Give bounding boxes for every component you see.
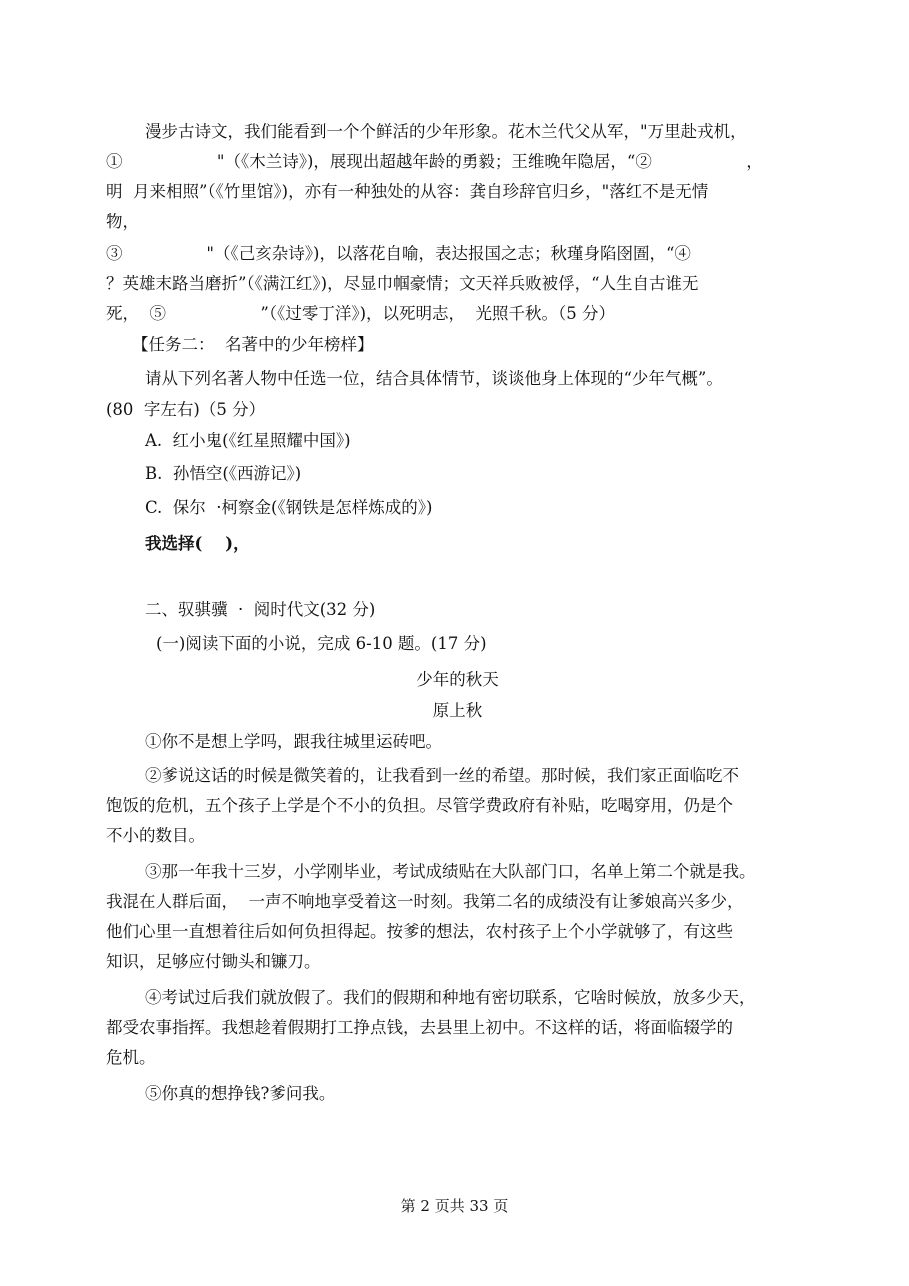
story-author: 原上秋 [432,701,483,720]
paragraph-line: 他们心里一直想着往后如何负担得起。按爹的想法，农村孩子上个小学就够了，有这些 [106,922,733,941]
option-b: B. 孙悟空(《西游记》) [145,464,302,483]
paragraph-line: 都受农事指挥。我想趁着假期打工挣点钱，去县里上初中。不这样的话，将面临辍学的 [106,1018,733,1037]
text-line: ？英雄末路当磨折”（《满江红》)，尽显巾帼豪情；文天祥兵败被俘，“人生自古谁无 [106,274,699,293]
section-heading: 二、驭骐骥 · 阅时代文(32 分) [145,600,376,619]
paragraph-line: ③那一年我十三岁，小学刚毕业，考试成绩贴在大队部门口，名单上第二个就是我。 [145,862,756,881]
paragraph-line: ①你不是想上学吗，跟我往城里运砖吧。 [145,732,442,751]
page-number: 第 2 页共 33 页 [400,1197,509,1215]
text-line: 物， [106,212,139,231]
text-line: ① "（《木兰诗》)，展现出超越年龄的勇毅；王维晚年隐居，“② ， [106,152,763,171]
section-subheading: (一)阅读下面的小说，完成 6-10 题。(17 分) [156,634,487,653]
task-prompt: 请从下列名著人物中任选一位，结合具体情节，谈谈他身上体现的“少年气概”。 [145,369,723,388]
paragraph-line: ②爹说这话的时候是微笑着的，让我看到一丝的希望。那时候，我们家正面临吃不 [145,766,739,785]
text-line: 漫步古诗文，我们能看到一个个鲜活的少年形象。花木兰代父从军，"万里赴戎机， [145,122,747,141]
paragraph-line: ⑤你真的想挣钱?爹问我。 [145,1084,336,1103]
text-line: 死， ⑤ ”（《过零丁洋》)，以死明志， 光照千秋。（5 分） [106,304,616,323]
paragraph-line: 饱饭的危机，五个孩子上学是个不小的负担。尽管学费政府有补贴，吃喝穿用，仍是个 [106,796,733,815]
paragraph-line: ④考试过后我们就放假了。我们的假期和种地有密切联系，它啥时候放，放多少天， [145,988,756,1007]
option-a: A. 红小鬼(《红星照耀中国》) [145,431,351,450]
paragraph-line: 危机。 [106,1048,156,1067]
task-requirement: (80 字左右)（5 分） [106,400,266,419]
choice-line: 我选择( )， [145,534,250,553]
text-line: ③ "（《己亥杂诗》)，以落花自喻，表达报国之志；秋瑾身陷囹圄，“④ [106,244,691,263]
paragraph-line: 我混在人群后面， 一声不响地享受着这一时刻。我第二名的成绩没有让爹娘高兴多少， [106,892,744,911]
story-title: 少年的秋天 [416,670,499,689]
task-heading: 【任务二： 名著中的少年榜样】 [132,335,374,354]
option-c: C. 保尔 ·柯察金(《钢铁是怎样炼成的》) [145,498,433,517]
paragraph-line: 知识，足够应付锄头和镰刀。 [106,952,321,971]
text-line: 明 月来相照”（《竹里馆》)，亦有一种独处的从容：龚自珍辞官归乡，"落红不是无情 [106,182,709,201]
paragraph-line: 不小的数目。 [106,826,205,845]
